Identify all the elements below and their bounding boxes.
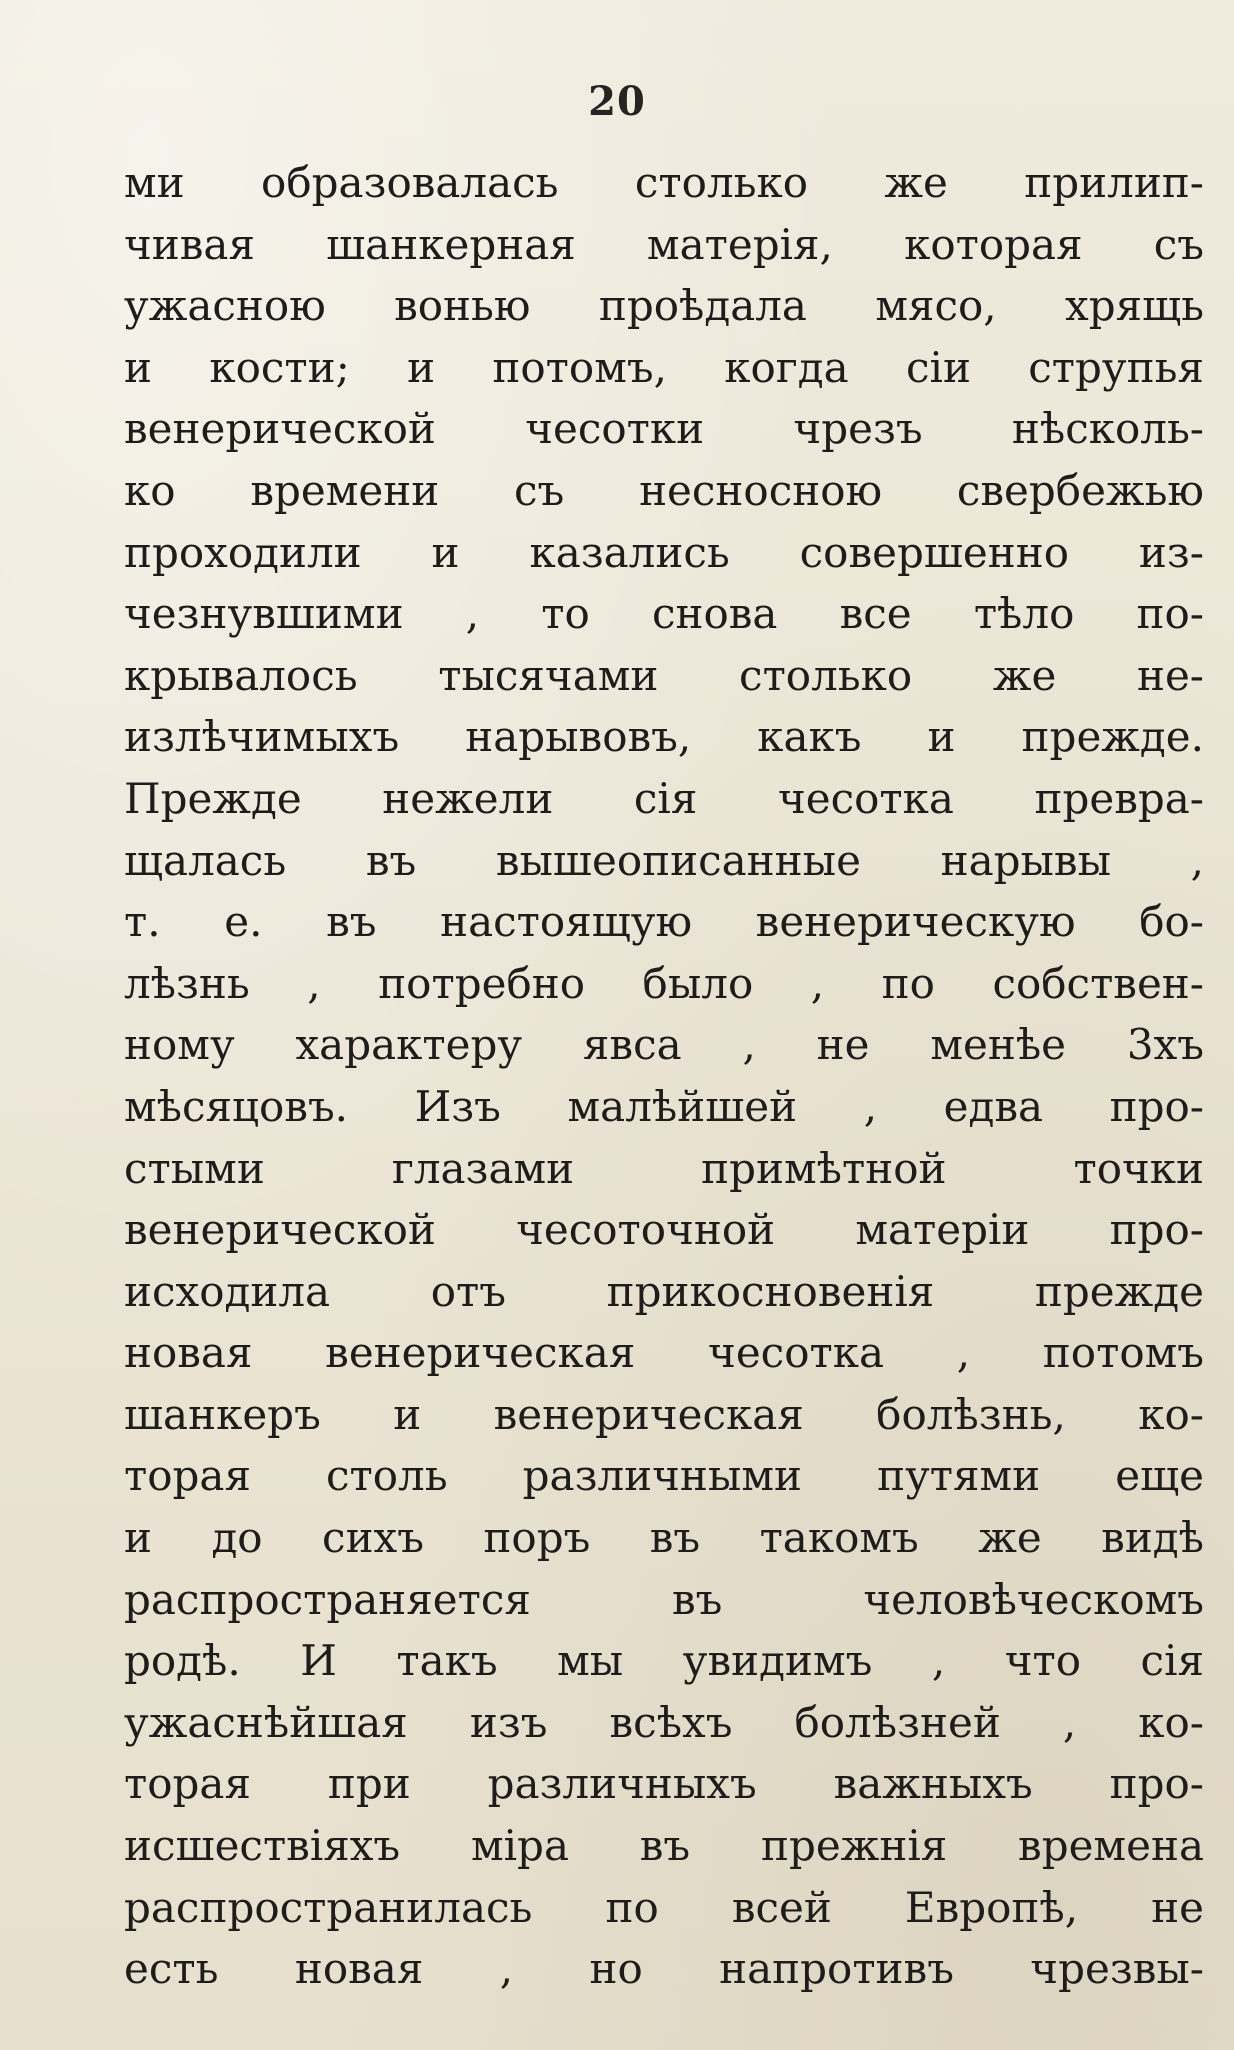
text-line: ми образовалась столько же прилип- bbox=[124, 158, 1204, 207]
text-line: Прежде нежели сія чесотка превра- bbox=[124, 773, 1204, 823]
text-line: ужаснѣйшая изъ всѣхъ болѣзней , ко- bbox=[124, 1697, 1204, 1747]
text-line: распространилась по всей Европѣ, не bbox=[124, 1882, 1204, 1932]
text-line: лѣзнь , потребно было , по собствен- bbox=[124, 958, 1204, 1008]
text-line: т. е. въ настоящую венерическую бо- bbox=[124, 897, 1204, 947]
text-line: мѣсяцовъ. Изъ малѣйшей , едва про- bbox=[124, 1081, 1204, 1131]
text-line: проходили и казались совершенно из- bbox=[124, 527, 1204, 577]
text-line: щалась въ вышеописанные нарывы , bbox=[124, 835, 1204, 885]
text-line: чезнувшими , то снова все тѣло по- bbox=[124, 589, 1204, 639]
text-line: и до сихъ поръ въ такомъ же видѣ bbox=[124, 1513, 1204, 1563]
text-line: распространяется въ человѣческомъ bbox=[124, 1574, 1204, 1624]
text-line: исшествіяхъ міра въ прежнія времена bbox=[124, 1821, 1204, 1871]
text-line: торая при различныхъ важныхъ про- bbox=[124, 1759, 1204, 1809]
text-line: и кости; и потомъ, когда сіи струпья bbox=[124, 342, 1204, 392]
text-line: есть новая , но напротивъ чрезвы- bbox=[124, 1944, 1204, 1994]
text-line: чивая шанкерная матерія, которая съ bbox=[124, 219, 1204, 269]
text-line: ко времени съ несносною свербежью bbox=[124, 465, 1204, 515]
text-line: излѣчимыхъ нарывовъ, какъ и прежде. bbox=[124, 712, 1204, 762]
text-line: стыми глазами примѣтной точки bbox=[124, 1143, 1204, 1193]
text-line: венерической чесоточной матеріи про- bbox=[124, 1205, 1204, 1255]
text-line: венерической чесотки чрезъ нѣсколь- bbox=[124, 404, 1204, 454]
page-number: 20 bbox=[588, 78, 646, 125]
text-line: родѣ. И такъ мы увидимъ , что сія bbox=[124, 1636, 1204, 1686]
text-line: шанкеръ и венерическая болѣзнь, ко- bbox=[124, 1389, 1204, 1439]
text-line: новая венерическая чесотка , потомъ bbox=[124, 1328, 1204, 1378]
text-line: торая столь различными путями еще bbox=[124, 1451, 1204, 1501]
text-line: крывалось тысячами столько же не- bbox=[124, 650, 1204, 700]
body-text bbox=[124, 152, 1204, 2000]
text-line: ному характеру явса , не менѣе 3хъ bbox=[124, 1020, 1204, 1070]
text-line: ужасною вонью проѣдала мясо, хрящь bbox=[124, 281, 1204, 331]
text-line: исходила отъ прикосновенія прежде bbox=[124, 1266, 1204, 1316]
